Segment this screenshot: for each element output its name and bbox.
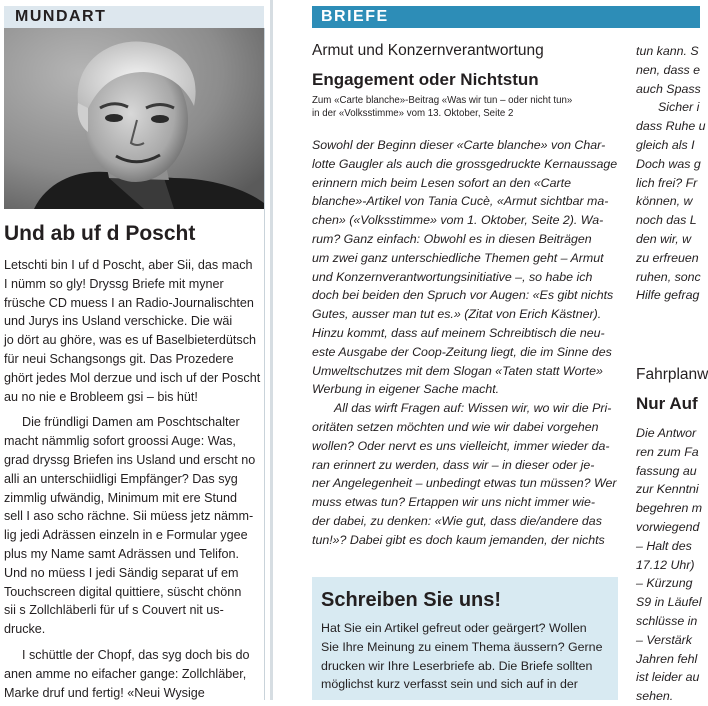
text-line: Werbung in eigener Sache macht.	[312, 382, 500, 397]
text-line: All das wirft Fragen auf: Wissen wir, wo wir die Pri-	[334, 401, 612, 416]
letter-reference	[312, 95, 572, 120]
mundart-section-header	[4, 6, 264, 28]
text-line: Hilfe gefrag	[636, 288, 700, 303]
text-line: Die Antwor	[636, 426, 697, 440]
text-line: möglichst kurz verfasst sein und sich auf in der	[321, 677, 578, 692]
letter-body	[312, 136, 620, 550]
briefe-section-header	[312, 6, 700, 28]
mundart-article-body	[4, 256, 262, 702]
text-line: blanche»-Artikel von Tania Cucè, «Armut sichtbar ma-	[312, 194, 609, 209]
text-line: sehen.	[636, 689, 674, 704]
text-line: ren zum Fa	[636, 444, 699, 459]
text-line: 17.12 Uhr)	[636, 557, 695, 572]
text-line: zu erfreuen	[636, 250, 699, 265]
text-line: tun kann. S	[636, 44, 699, 58]
text-line: Jahren fehl	[636, 651, 698, 666]
text-line: schlüsse in	[636, 613, 698, 628]
text-line: este Ausgabe der Coop-Zeitung liegt, die im Sinne des	[312, 344, 612, 359]
text-line: Umweltschutzes mit dem Slogan «Taten statt Worte»	[312, 363, 603, 378]
text-line: können, w	[636, 194, 693, 209]
text-line: S9 in Läufel	[636, 595, 702, 610]
text-line: Und no müess I jedi Sändig separat uf em	[4, 565, 239, 580]
right-column-text-top	[636, 42, 706, 305]
mundart-paragraph-2	[4, 413, 262, 639]
text-line: Touchscreen digital quittiere, süscht chönn	[4, 584, 242, 599]
text-line: fassung au	[636, 463, 697, 478]
text-line: gleich als I	[636, 137, 695, 152]
write-to-us-body	[321, 619, 615, 694]
column-divider	[270, 0, 273, 700]
text-line: ist leider au	[636, 670, 700, 685]
reference-line: Zum «Carte blanche»-Beitrag «Was wir tun – oder nicht tun»	[312, 95, 573, 106]
text-line: ghört jedes Mol derzue und isch uf der Poscht	[4, 370, 261, 385]
text-line: früsche CD muess I an Radio-Journalischten	[4, 295, 254, 310]
right-letter-title: Nur Auf	[636, 394, 698, 413]
text-line: ran erinnert zu werden, dass wir – in dieser oder je-	[312, 457, 595, 472]
text-line: Sie Ihre Meinung zu einem Thema äussern? Gerne	[321, 639, 603, 654]
mundart-section-label: MUNDART	[15, 8, 107, 25]
text-line: I schüttle der Chopf, das syg doch bis do	[22, 647, 250, 662]
text-line: grad dryssg Briefen ins Usland und erscht no	[4, 452, 256, 467]
text-line: begehren m	[636, 501, 703, 516]
text-line: doch bei beiden den Spruch vor Augen: «Es gibt nichts	[312, 288, 614, 303]
text-line: Die fründligi Damen am Poschtschalter	[22, 415, 240, 430]
text-line: den wir, w	[636, 231, 692, 246]
text-line: I nümm so gly! Dryssg Briefe mit myner	[4, 276, 224, 291]
text-line: sii s Zollchläberli für uf s Couvert nit us-	[4, 603, 224, 618]
right-column-text-bottom	[636, 424, 703, 706]
mundart-article-title: Und ab uf d Poscht	[4, 222, 196, 245]
text-line: dass Ruhe u	[636, 119, 706, 134]
text-line: anen amme no eifacher gange: Zollchläber,	[4, 666, 247, 681]
text-line: und Konzernverantwortungsinitiative –, so habe ich	[312, 269, 593, 284]
letter-kicker: Armut und Konzernverantwortung	[312, 42, 544, 59]
text-line: jo dört au ghöre, was es uf Baselbieterdütsch	[4, 333, 257, 348]
text-line: plus my Name samt Adrässen und Telifon.	[4, 546, 239, 561]
text-line: nen, dass e	[636, 62, 701, 77]
right-letter-kicker: Fahrplanw	[636, 366, 708, 383]
text-line: muss etwas tun? Ertappen wir uns nicht immer wie-	[312, 495, 596, 510]
text-line: lich frei? Fr	[636, 175, 698, 190]
text-line: Hinzu kommt, dass auf meinem Schreibtisch die neu-	[312, 325, 605, 340]
text-line: – Kürzung	[636, 576, 693, 591]
text-line: – Verstärk	[636, 632, 693, 647]
text-line: oritäten setzen möchten und wie wir dabei vorgehen	[312, 419, 599, 434]
mundart-paragraph-3	[4, 646, 262, 702]
text-line: rum? Ganz einfach: Obwohl es in diesen Beiträgen	[312, 231, 592, 246]
text-line: alli an unterschiidligi Empfänger? Das syg	[4, 471, 238, 486]
letter-paragraph-2	[312, 399, 620, 549]
text-line: tun!»? Dabei gibt es doch kaum jemanden, der nichts	[312, 532, 605, 547]
text-line: lig jedi Adrässen einzeln in e Formular ygee	[4, 528, 248, 543]
text-line: – Halt des	[636, 538, 692, 553]
text-line: wollen? Oder nervt es uns vielleicht, immer wieder da-	[312, 438, 610, 453]
text-line: Marke druf und fertig! «Neui Wysige	[4, 685, 205, 700]
text-line: sell I aso scho rächne. Sii müess jetz nämm-	[4, 509, 254, 524]
text-line: zur Kenntni	[636, 482, 699, 497]
text-line: lotte Gaugler als auch die grossgedruckte Kernaussage	[312, 156, 618, 171]
text-line: um zwei ganz unterschiedliche Themen geht – Armut	[312, 250, 604, 265]
text-line: für neui Schangsongs git. Das Prozedere	[4, 351, 234, 366]
text-line: noch das L	[636, 213, 697, 228]
text-line: der dabei, zu denken: «Wie gut, dass die/andere das	[312, 513, 602, 528]
text-line: Hat Sie ein Artikel gefreut oder geärgert? Wollen	[321, 621, 587, 635]
write-to-us-title: Schreiben Sie uns!	[321, 589, 502, 611]
text-line: chen» («Volksstimme» vom 1. Oktober, Seite 2). Wa-	[312, 213, 604, 228]
text-line: Gutes, ausser man tut es.» (Zitat von Erich Kästner).	[312, 307, 602, 322]
reference-line: in der «Volksstimme» vom 13. Oktober, Seite 2	[312, 107, 514, 119]
mundart-paragraph-1	[4, 256, 262, 406]
text-line: Sowohl der Beginn dieser «Carte blanche» von Char-	[312, 138, 606, 152]
text-line: au no nie e Brobleem gsi – bis hüt!	[4, 389, 198, 404]
text-line: und Jurys ins Usland verschicke. Die wäi	[4, 314, 233, 329]
text-line: zimmlig ufwändig, Minimum mit ere Stund	[4, 490, 238, 505]
text-line: ruhen, sonc	[636, 269, 701, 284]
text-line: auch Spass	[636, 81, 701, 96]
text-line: drucken wir Ihre Leserbriefe ab. Die Briefe sollten	[321, 658, 593, 673]
letter-paragraph-1	[312, 136, 620, 399]
text-line: Doch was g	[636, 156, 701, 171]
letter-title: Engagement oder Nichtstun	[312, 70, 539, 89]
text-line: vorwiegend	[636, 519, 700, 534]
text-line: drucke.	[4, 622, 46, 637]
text-line: Letschti bin I uf d Poscht, aber Sii, das mach	[4, 258, 253, 272]
text-line: macht nämmlig sofort groossi Auge: Was,	[4, 434, 236, 449]
text-line: Sicher i	[658, 100, 700, 115]
text-line: erinnern mich beim Lesen sofort an den «Carte	[312, 175, 571, 190]
briefe-section-label: BRIEFE	[321, 8, 389, 25]
text-line: ner Angelegenheit – unbedingt etwas tun müssen? Wer	[312, 476, 617, 491]
